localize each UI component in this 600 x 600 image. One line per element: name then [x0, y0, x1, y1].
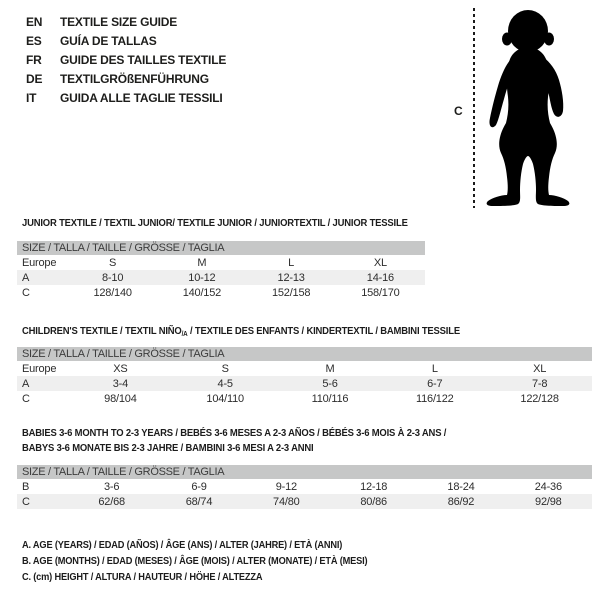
language-title: GUÍA DE TALLAS: [60, 34, 157, 48]
language-code: DE: [26, 72, 43, 86]
size-header-bar: SIZE / TALLA / TAILLE / GRÖSSE / TAGLIA: [17, 465, 592, 479]
language-code: ES: [26, 34, 42, 48]
age-cell: 7-8: [531, 377, 548, 390]
toddler-silhouette-icon: [484, 7, 574, 207]
height-cell: 158/170: [361, 286, 400, 299]
legend-footnotes: [22, 537, 415, 585]
row-label: C: [22, 392, 30, 405]
size-cell: M: [325, 362, 335, 375]
height-measure-label: C: [454, 104, 463, 118]
table-row-europe: [17, 361, 592, 376]
babies-title-line1: BABIES 3-6 MONTH TO 2-3 YEARS / BEBÉS 3-6 MESES A 2-3 AÑOS / BÉBÉS 3-6 MOIS À 2-3 ANS /: [22, 427, 447, 439]
children-title-subscript: /A: [181, 331, 188, 338]
size-cell: L: [431, 362, 438, 375]
size-cell: XL: [373, 256, 387, 269]
height-cell: 68/74: [185, 495, 213, 508]
language-row-fr: [26, 51, 226, 70]
table-row-height: [17, 391, 592, 406]
table-row-europe: [17, 255, 425, 270]
height-cell: 104/110: [206, 392, 244, 405]
table-row-height: [17, 285, 425, 300]
months-cell: 9-12: [275, 480, 297, 493]
size-cell: S: [109, 256, 117, 269]
babies-title-line2: BABYS 3-6 MONATE BIS 2-3 JAHRE / BAMBINI 3-6 MESI A 2-3 ANNI: [22, 442, 314, 454]
months-cell: 12-18: [360, 480, 388, 493]
children-size-table: [17, 361, 592, 406]
row-label: Europe: [22, 362, 57, 375]
junior-size-table: [17, 255, 425, 300]
table-row-months: [17, 479, 592, 494]
language-title: GUIDE DES TAILLES TEXTILE: [60, 53, 227, 67]
language-title-list: [26, 13, 226, 108]
children-table-title: [22, 324, 460, 342]
size-cell: M: [197, 256, 207, 269]
height-cell: 116/122: [416, 392, 454, 405]
height-cell: 98/104: [104, 392, 137, 405]
children-title-suffix: / TEXTILE DES ENFANTS / KINDERTEXTIL / BAMBINI TESSILE: [187, 325, 460, 337]
language-code: IT: [26, 91, 37, 105]
size-header-bar: SIZE / TALLA / TAILLE / GRÖSSE / TAGLIA: [17, 241, 425, 255]
row-label: Europe: [22, 256, 57, 269]
months-cell: 18-24: [447, 480, 475, 493]
language-title: TEXTILGRÖßENFÜHRUNG: [60, 72, 209, 86]
size-cell: L: [288, 256, 295, 269]
age-cell: 5-6: [322, 377, 338, 390]
height-figure: [446, 4, 596, 212]
table-row-height: [17, 494, 592, 509]
size-header-bar: SIZE / TALLA / TAILLE / GRÖSSE / TAGLIA: [17, 347, 592, 361]
height-cell: 110/116: [311, 392, 349, 405]
height-cell: 92/98: [535, 495, 562, 508]
language-row-es: [26, 32, 226, 51]
height-cell: 152/158: [271, 286, 311, 299]
row-label: A: [22, 377, 30, 390]
age-cell: 12-13: [277, 271, 305, 284]
language-row-it: [26, 89, 226, 108]
row-label: A: [22, 271, 30, 284]
size-cell: XL: [533, 362, 547, 375]
size-cell: XS: [113, 362, 128, 375]
height-cell: 62/68: [98, 495, 125, 508]
height-cell: 74/80: [273, 495, 300, 508]
babies-table-title: [22, 426, 446, 456]
age-cell: 4-5: [217, 377, 233, 390]
months-cell: 3-6: [104, 480, 120, 493]
row-label: C: [22, 286, 30, 299]
language-row-en: [26, 13, 226, 32]
height-cell: 128/140: [93, 286, 132, 299]
age-cell: 14-16: [366, 271, 394, 284]
language-code: EN: [26, 15, 43, 29]
row-label: B: [22, 480, 30, 493]
children-title-prefix: CHILDREN'S TEXTILE / TEXTIL NIÑO: [22, 325, 182, 337]
junior-table-title: JUNIOR TEXTILE / TEXTIL JUNIOR/ TEXTILE JUNIOR / JUNIORTEXTIL / JUNIOR TESSILE: [22, 217, 408, 229]
height-measure-dashed-line: [473, 8, 475, 208]
footnote-age-years: A. AGE (YEARS) / EDAD (AÑOS) / ÂGE (ANS) / ALTER (JAHRE) / ETÀ (ANNI): [22, 539, 343, 551]
table-row-age: [17, 270, 425, 285]
language-code: FR: [26, 53, 42, 67]
babies-size-table: [17, 479, 592, 509]
babies-table: [17, 465, 592, 509]
age-cell: 6-7: [427, 377, 443, 390]
children-table: [17, 347, 592, 406]
language-title: TEXTILE SIZE GUIDE: [60, 15, 178, 29]
age-cell: 10-12: [188, 271, 216, 284]
row-label: C: [22, 495, 30, 508]
height-cell: 86/92: [447, 495, 475, 508]
height-cell: 122/128: [520, 392, 559, 405]
months-cell: 24-36: [534, 480, 562, 493]
age-cell: 3-4: [112, 377, 129, 390]
height-cell: 80/86: [360, 495, 387, 508]
junior-table: [17, 241, 425, 300]
size-cell: S: [221, 362, 229, 375]
language-row-de: [26, 70, 226, 89]
months-cell: 6-9: [191, 480, 207, 493]
height-cell: 140/152: [182, 286, 222, 299]
table-row-age: [17, 376, 592, 391]
language-title: GUIDA ALLE TAGLIE TESSILI: [60, 91, 223, 105]
age-cell: 8-10: [102, 271, 124, 284]
footnote-height-cm: C. (cm) HEIGHT / ALTURA / HAUTEUR / HÖHE / ALTEZZA: [22, 571, 263, 583]
footnote-age-months: B. AGE (MONTHS) / EDAD (MESES) / ÂGE (MOIS) / ALTER (MONATE) / ETÀ (MESI): [22, 555, 368, 567]
